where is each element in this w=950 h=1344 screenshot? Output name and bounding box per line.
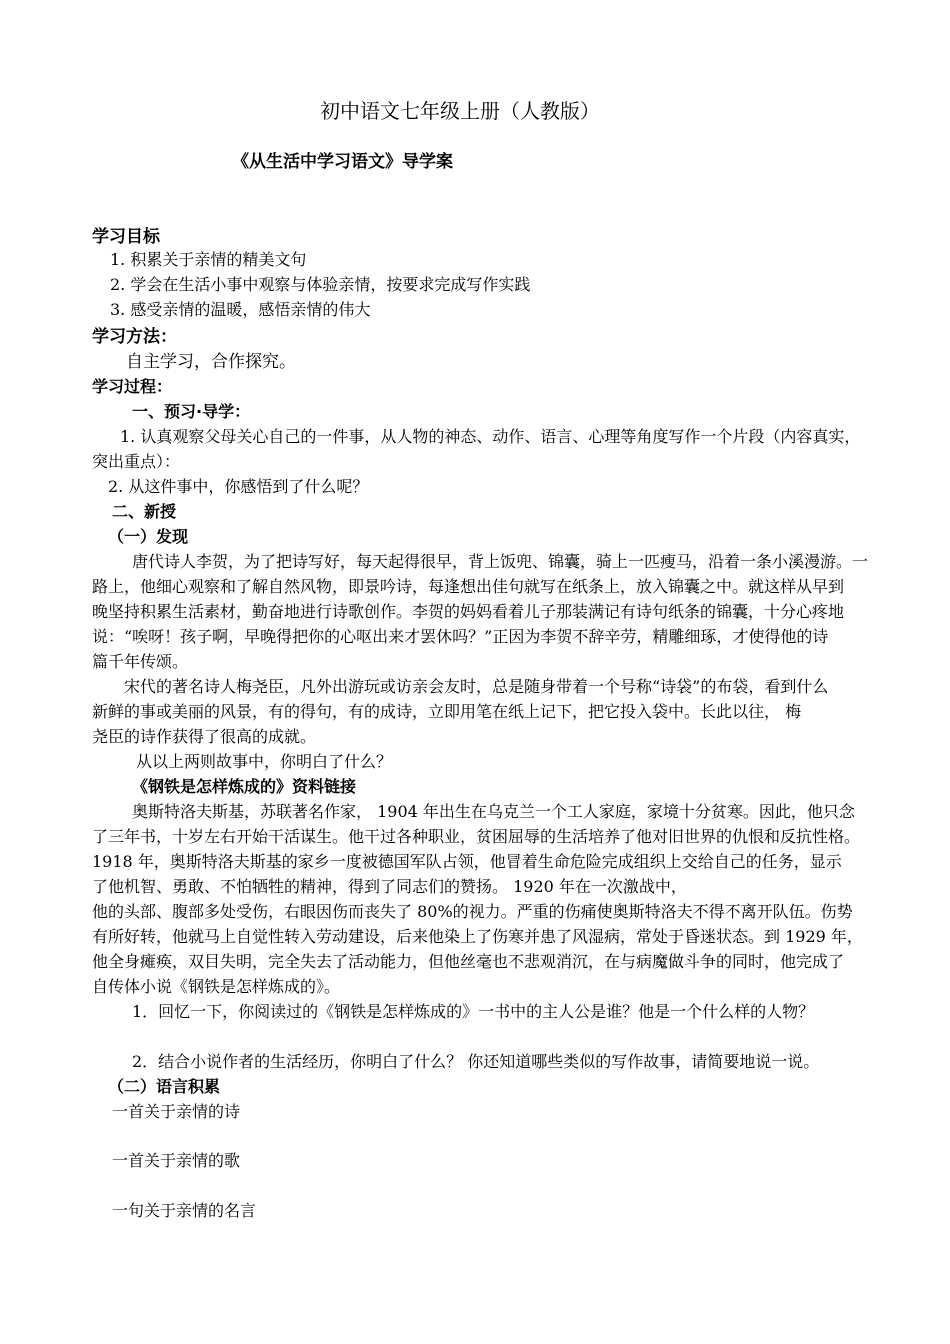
preview-question-1-cont: 突出重点）：: [92, 452, 181, 471]
method-heading: 学习方法：: [92, 327, 177, 347]
paragraph-line: 奥斯特洛夫斯基，苏联著名作家， 1904 年出生在乌克兰一个工人家庭，家境十分贫寒。因此，他只念: [132, 802, 855, 821]
link-heading: 《钢铁是怎样炼成的》资料链接: [132, 777, 357, 796]
paragraph-line: 篇千年传颂。: [92, 652, 189, 671]
paragraph-line: 他全身瘫痪，双目失明，完全失去了活动能力，但他丝毫也不悲观消沉，在与病魔做斗争的同时，他完成了: [92, 952, 845, 971]
paragraph-line: 晚坚持积累生活素材，勤奋地进行诗歌创作。李贺的妈妈看着儿子那装满记有诗句纸条的锦囊，十分心疼地: [92, 602, 845, 621]
question-1: 1．回忆一下，你阅读过的《钢铁是怎样炼成的》一书中的主人公是谁？他是一个什么样的人物？: [132, 1002, 815, 1021]
paragraph-line: 路上，他细心观察和了解自然风物，即景吟诗，每逢想出佳句就写在纸条上，放入锦囊之中。就这样从早到: [92, 577, 845, 596]
discover-heading: （一）发现: [108, 527, 189, 546]
paragraph-line: 他的头部、腹部多处受伤，右眼因伤而丧失了 80%的视力。严重的伤痛使奥斯特洛夫不得不离开队伍。伤势: [92, 902, 853, 921]
question-2: 2．结合小说作者的生活经历，你明白了什么？ 你还知道哪些类似的写作故事，请简要地说一说。: [132, 1052, 820, 1071]
page-subtitle: 《从生活中学习语文》导学案: [232, 152, 453, 172]
paragraph-line: 唐代诗人李贺，为了把诗写好，每天起得很早，背上饭兜、锦囊，骑上一匹瘦马，沿着一条小溪漫游。一: [132, 552, 869, 571]
method-text: 自主学习，合作探究。: [126, 352, 296, 372]
paragraph-line: 了三年书，十岁左右开始干活谋生。他干过各种职业，贫困屈辱的生活培养了他对旧世界的仇恨和反抗性格。: [92, 827, 861, 846]
goals-heading: 学习目标: [92, 227, 160, 247]
paragraph-line: 新鲜的事或美丽的风景，有的得句，有的成诗，立即用笔在纸上记下，把它投入袋中。长此以往， 梅: [92, 702, 802, 721]
page-title: 初中语文七年级上册（人教版）: [320, 99, 600, 123]
goal-item: 2. 学会在生活小事中观察与体验亲情，按要求完成写作实践: [110, 275, 531, 294]
paragraph-line: 说：“唉呀！孩子啊，早晚得把你的心呕出来才罢休吗？”正因为李贺不辞辛劳，精雕细琢，才使得他的诗: [92, 627, 829, 646]
paragraph-line: 了他机智、勇敢、不怕牺牲的精神，得到了同志们的赞扬。 1920 年在一次激战中，: [92, 877, 687, 896]
accumulate-heading: （二）语言积累: [108, 1077, 221, 1096]
goal-item: 1. 积累关于亲情的精美文句: [110, 250, 307, 269]
paragraph-line: 宋代的著名诗人梅尧臣，凡外出游玩或访亲会友时，总是随身带着一个号称“诗袋”的布袋，看到什么: [124, 677, 829, 696]
accumulate-item: 一首关于亲情的诗: [112, 1102, 241, 1121]
paragraph-line: 尧臣的诗作获得了很高的成就。: [92, 727, 317, 746]
preview-heading: 一、预习·导学：: [132, 402, 251, 421]
preview-question-2: 2. 从这件事中，你感悟到了什么呢？: [108, 477, 369, 496]
goal-item: 3. 感受亲情的温暖，感悟亲情的伟大: [110, 300, 371, 319]
paragraph-line: 1918 年，奥斯特洛夫斯基的家乡一度被德国军队占领，他冒着生命危险完成组织上交给自己的任务，显示: [92, 852, 842, 871]
preview-question-1: 1. 认真观察父母关心自己的一件事，从人物的神态、动作、语言、心理等角度写作一个片段（内容真实，: [120, 427, 861, 446]
stories-question: 从以上两则故事中，你明白了什么？: [136, 752, 393, 771]
process-heading: 学习过程：: [92, 377, 173, 396]
accumulate-item: 一首关于亲情的歌: [112, 1151, 241, 1170]
new-lesson-heading: 二、新授: [112, 502, 177, 521]
paragraph-line: 自传体小说《钢铁是怎样炼成的》。: [92, 977, 341, 996]
paragraph-line: 有所好转，他就马上自觉性转入劳动建设，后来他染上了伤寒并患了风湿病，常处于昏迷状态。到 1929 年，: [92, 927, 863, 946]
accumulate-item: 一句关于亲情的名言: [112, 1201, 257, 1220]
